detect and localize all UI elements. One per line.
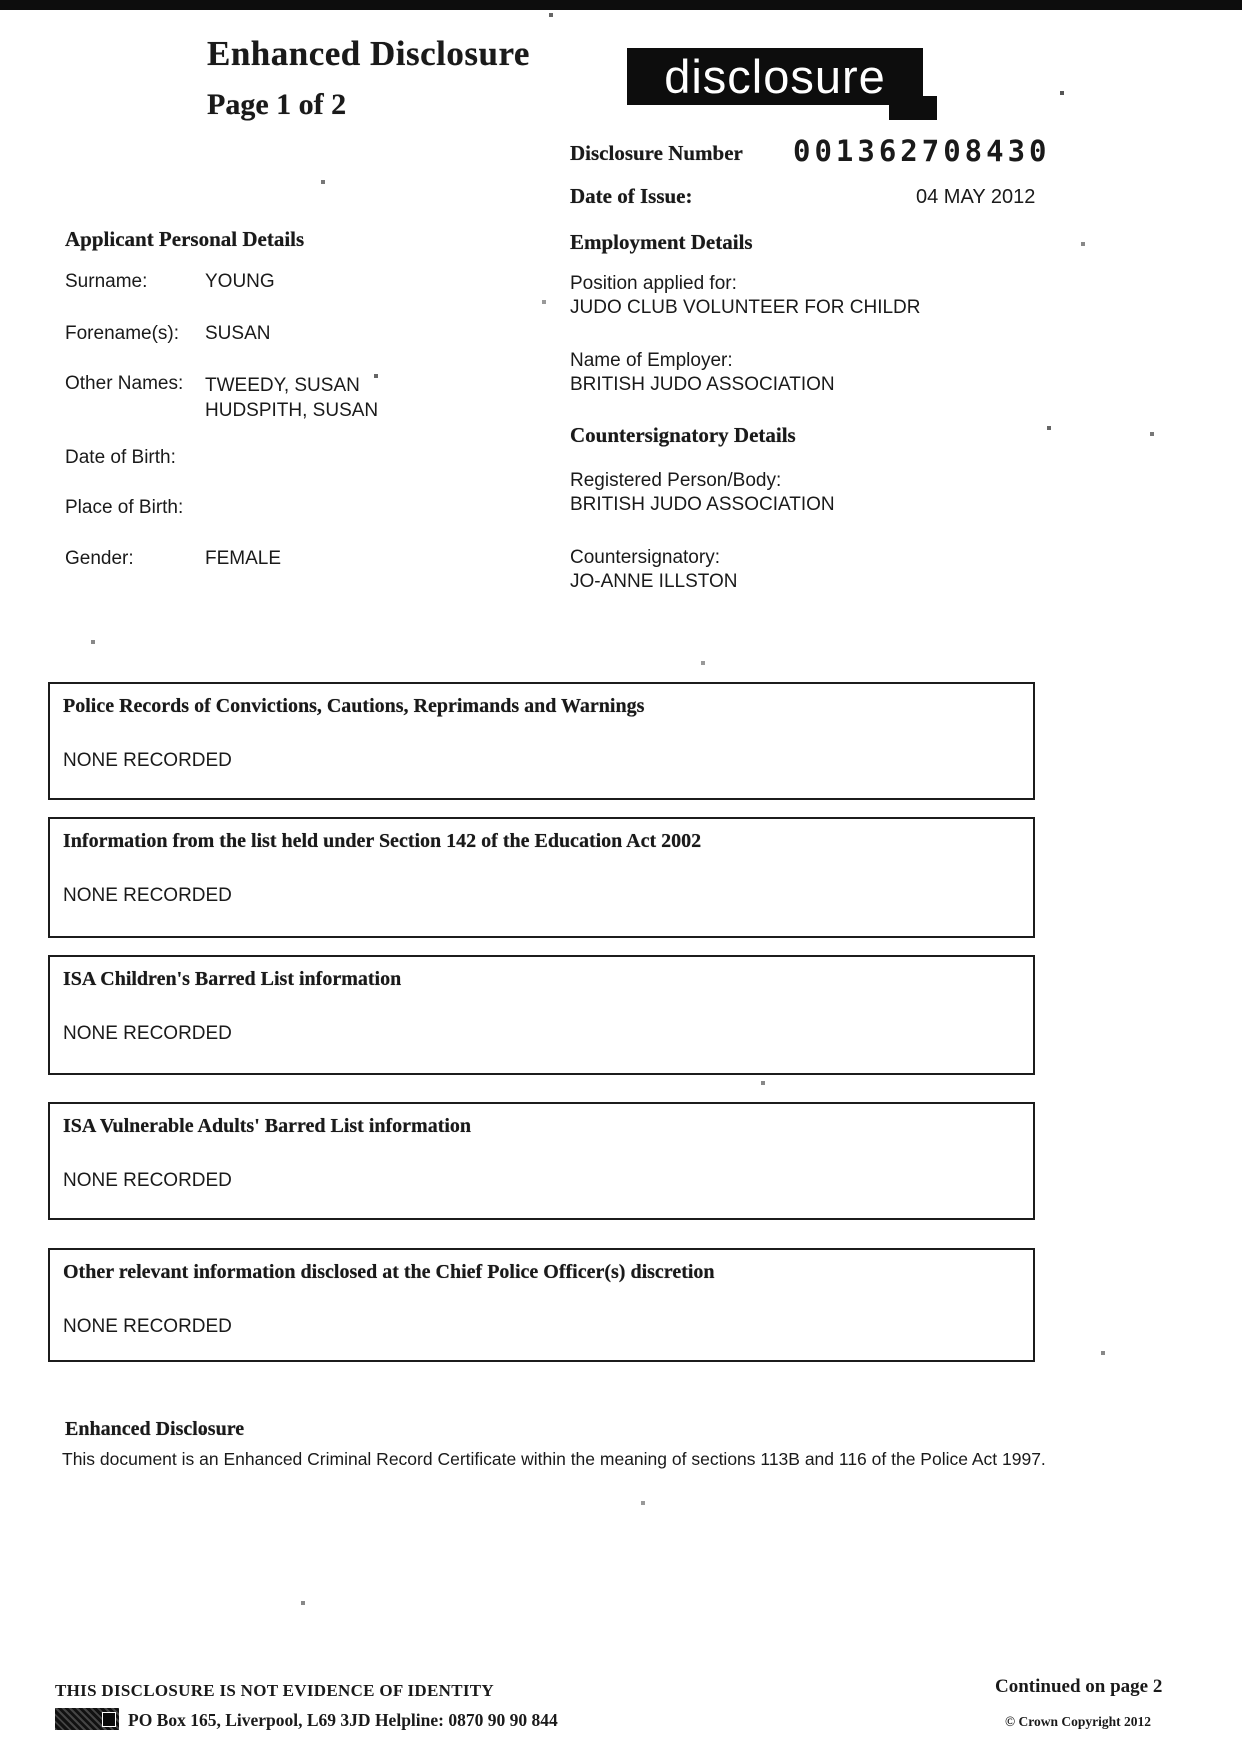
- countersignatory-details-heading: Countersignatory Details: [570, 423, 796, 447]
- surname-value: YOUNG: [205, 271, 275, 292]
- section-content: NONE RECORDED: [63, 1023, 232, 1044]
- countersignatory-label: Countersignatory:: [570, 547, 720, 568]
- employment-details-heading: Employment Details: [570, 230, 753, 254]
- section-title: Other relevant information disclosed at the Chief Police Officer(s) discretion: [63, 1261, 715, 1283]
- position-label: Position applied for:: [570, 273, 737, 294]
- disclosure-logo-text: disclosure: [664, 50, 886, 103]
- gender-label: Gender:: [65, 548, 134, 569]
- footer-address: PO Box 165, Liverpool, L69 3JD Helpline: 0870 90 90 844: [128, 1710, 558, 1730]
- employer-label: Name of Employer:: [570, 350, 733, 371]
- other-name-2: HUDSPITH, SUSAN: [205, 400, 379, 421]
- section-title: Police Records of Convictions, Cautions, Reprimands and Warnings: [63, 695, 645, 717]
- registered-person-label: Registered Person/Body:: [570, 470, 782, 491]
- registered-person-value: BRITISH JUDO ASSOCIATION: [570, 494, 835, 515]
- gender-value: FEMALE: [205, 548, 282, 569]
- page-indicator: Page 1 of 2: [207, 88, 347, 121]
- surname-label: Surname:: [65, 271, 148, 292]
- section-content: NONE RECORDED: [63, 750, 232, 771]
- section-content: NONE RECORDED: [63, 1170, 232, 1191]
- forenames-label: Forename(s):: [65, 323, 180, 344]
- section-content: NONE RECORDED: [63, 885, 232, 906]
- continued-on-page: Continued on page 2: [995, 1676, 1163, 1697]
- crown-copyright: © Crown Copyright 2012: [1005, 1714, 1151, 1729]
- section-other-relevant-info: [48, 1248, 1035, 1362]
- section-title: ISA Vulnerable Adults' Barred List information: [63, 1115, 472, 1137]
- scan-noise: [0, 0, 2, 2]
- applicant-details-heading: Applicant Personal Details: [65, 227, 305, 251]
- section-title: Information from the list held under Section 142 of the Education Act 2002: [63, 830, 702, 852]
- disclosure-number-label: Disclosure Number: [570, 141, 743, 165]
- identity-notice: THIS DISCLOSURE IS NOT EVIDENCE OF IDENTITY: [55, 1681, 494, 1700]
- other-names-label: Other Names:: [65, 373, 184, 394]
- disclosure-number-value: 001362708430: [793, 134, 1051, 168]
- section-content: NONE RECORDED: [63, 1316, 232, 1337]
- date-of-issue-label: Date of Issue:: [570, 184, 693, 208]
- section-title: ISA Children's Barred List information: [63, 968, 402, 990]
- note-body: This document is an Enhanced Criminal Record Certificate within the meaning of sections 113B and 116 of the Police Act 1997.: [62, 1449, 1046, 1469]
- disclosure-logo: [627, 48, 923, 105]
- scan-edge-bar: [0, 0, 1242, 10]
- forenames-value: SUSAN: [205, 323, 271, 344]
- employer-value: BRITISH JUDO ASSOCIATION: [570, 374, 835, 395]
- crb-logo-mark: [55, 1708, 119, 1730]
- date-of-birth-label: Date of Birth:: [65, 447, 176, 468]
- place-of-birth-label: Place of Birth:: [65, 497, 184, 518]
- date-of-issue-value: 04 MAY 2012: [916, 186, 1036, 208]
- other-name-1: TWEEDY, SUSAN: [205, 375, 360, 396]
- section-isa-vulnerable-adults: [48, 1102, 1035, 1220]
- section-education-act: [48, 817, 1035, 938]
- disclosure-logo-notch: [889, 96, 937, 120]
- countersignatory-value: JO-ANNE ILLSTON: [570, 571, 738, 592]
- section-isa-children: [48, 955, 1035, 1075]
- document-title: Enhanced Disclosure: [207, 34, 530, 73]
- other-names-value: [205, 373, 378, 423]
- position-value: JUDO CLUB VOLUNTEER FOR CHILDR: [570, 297, 921, 318]
- note-heading: Enhanced Disclosure: [65, 1418, 245, 1440]
- section-police-records: [48, 682, 1035, 800]
